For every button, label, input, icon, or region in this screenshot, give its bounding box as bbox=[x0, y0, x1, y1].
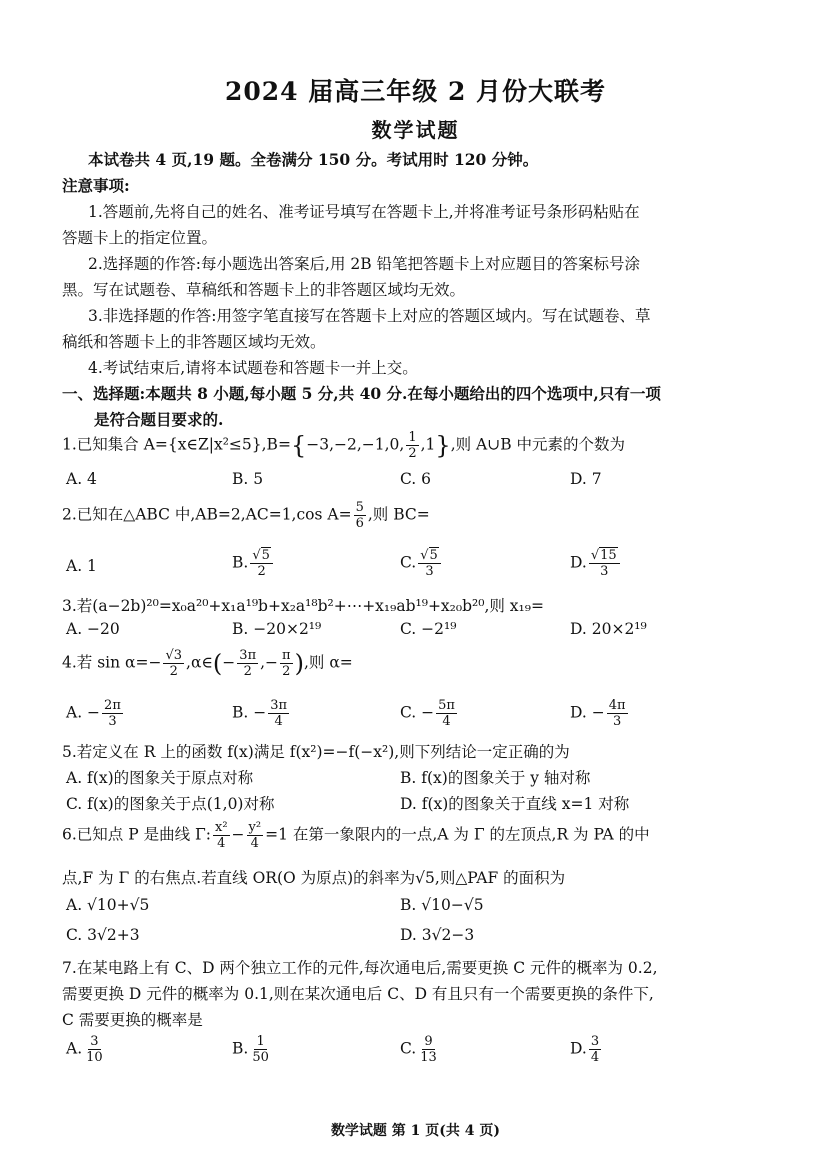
fraction-denominator: 4 bbox=[274, 714, 283, 729]
fraction-numerator: y² bbox=[248, 820, 262, 835]
option-fraction bbox=[589, 1034, 601, 1065]
question-7-stem-cont: 需要更换 D 元件的概率为 0.1,则在某次通电后 C、D 有且只有一个需要更换的条件下, bbox=[62, 985, 654, 1003]
q4-stem-part: ,α∈ bbox=[186, 653, 213, 672]
exam-subtitle: 数学试题 bbox=[371, 118, 460, 142]
note-line: 2.选择题的作答:每小题选出答案后,用 2B 铅笔把答题卡上对应题目的答案标号涂 bbox=[88, 255, 641, 273]
fraction-denominator: 3 bbox=[425, 564, 434, 579]
q1-set-items: −3,−2,−1,0, bbox=[306, 435, 405, 454]
q1-option-a: A. 4 bbox=[66, 470, 97, 488]
option-label: A. bbox=[66, 1039, 83, 1058]
option-label: B. bbox=[232, 1039, 249, 1058]
question-2-stem bbox=[62, 500, 430, 531]
option-label: D. − bbox=[570, 703, 605, 722]
section-heading: 一、选择题:本题共 8 小题,每小题 5 分,共 40 分.在每小题给出的四个选项中,只有一项 bbox=[62, 384, 661, 403]
option-label: D. bbox=[570, 553, 587, 572]
question-7-stem-end: C 需要更换的概率是 bbox=[62, 1011, 203, 1029]
question-3-stem: 3.若(a−2b)²⁰=x₀a²⁰+x₁a¹⁹b+x₂a¹⁸b²+⋯+x₁₉ab¹⁹+x₂₀b²⁰,则 x₁₉= bbox=[62, 597, 544, 615]
q5-option-b: B. f(x)的图象关于 y 轴对称 bbox=[400, 769, 591, 787]
fraction-denominator: 4 bbox=[250, 836, 259, 851]
question-4-stem: 4.若 sin α=− $\frac{√3}{2}$ ,α∈(− $\frac{3\pi}{2}$ ,− $\frac{\pi}{2}$ ),则 α= bbox=[62, 648, 353, 679]
q1-option-c: C. 6 bbox=[400, 470, 432, 488]
radical-sign bbox=[252, 548, 260, 563]
question-6-stem: 6.已知点 P 是曲线 Γ: $\frac{\text{x²}}{4}$ − $\frac{\text{y²}}{4}$ =1 在第一象限内的一点,A 为 Γ 的左顶点,R 为 PA 的中 bbox=[62, 820, 650, 851]
q4-stem-part: 4.若 sin α=− bbox=[62, 653, 162, 672]
fraction-numerator: 5π bbox=[438, 698, 455, 713]
q1-set-items-end: ,1 bbox=[420, 435, 436, 454]
radical-sign bbox=[591, 548, 599, 563]
q3-option-d: D. 20×2¹⁹ bbox=[570, 620, 647, 638]
option-label: C. − bbox=[400, 703, 435, 722]
q3-option-b: B. −20×2¹⁹ bbox=[232, 620, 322, 638]
radicand: 5 bbox=[429, 548, 438, 563]
section-heading-cont: 是符合题目要求的. bbox=[94, 410, 224, 429]
q2-option-c bbox=[400, 548, 443, 579]
q5-option-c: C. f(x)的图象关于点(1,0)对称 bbox=[66, 795, 275, 813]
option-fraction bbox=[102, 698, 123, 729]
fraction-denominator: 4 bbox=[590, 1050, 600, 1065]
option-fraction bbox=[268, 698, 289, 729]
note-line: 3.非选择题的作答:用签字笔直接写在答题卡上对应的答题区域内。写在试题卷、草 bbox=[88, 307, 651, 325]
paren-left: ( bbox=[212, 649, 223, 678]
brace-left: { bbox=[290, 431, 307, 460]
note-line: 稿纸和答题卡上的非答题区域均无效。 bbox=[62, 333, 326, 351]
fraction-denominator: 4 bbox=[442, 714, 451, 729]
exam-title: 2024 届高三年级 2 月份大联考 bbox=[224, 77, 607, 106]
q6-option-d: D. 3√2−3 bbox=[400, 926, 475, 944]
option-label: B. − bbox=[232, 703, 267, 722]
option-label: A. − bbox=[66, 703, 101, 722]
q2-option-d bbox=[570, 548, 622, 579]
fraction-numerator: 3 bbox=[90, 1034, 99, 1049]
option-fraction bbox=[589, 548, 620, 579]
fraction-denominator: 2 bbox=[257, 564, 266, 579]
q6-option-b: B. √10−√5 bbox=[400, 896, 484, 914]
fraction-denominator: 2 bbox=[169, 664, 178, 679]
option-fraction bbox=[418, 1034, 439, 1065]
fraction-numerator bbox=[589, 548, 620, 564]
q1-fraction bbox=[406, 430, 418, 461]
q2-option-b bbox=[232, 548, 275, 579]
question-7-stem: 7.在某电路上有 C、D 两个独立工作的元件,每次通电后,需要更换 C 元件的概率为 0.2, bbox=[62, 959, 658, 977]
fraction-denominator: 2 bbox=[408, 446, 417, 461]
option-label: D. bbox=[570, 1039, 587, 1058]
fraction-numerator: 3π bbox=[239, 648, 257, 663]
fraction-denominator: 13 bbox=[420, 1050, 437, 1065]
brace-right: } bbox=[435, 431, 451, 460]
fraction-denominator: 3 bbox=[108, 714, 117, 729]
note-line: 答题卡上的指定位置。 bbox=[62, 229, 218, 247]
q2-option-a: A. 1 bbox=[66, 557, 97, 575]
q6-stem-part: =1 在第一象限内的一点,A 为 Γ 的左顶点,R 为 PA 的中 bbox=[265, 825, 650, 844]
exam-summary: 本试卷共 4 页,19 题。全卷满分 150 分。考试用时 120 分钟。 bbox=[88, 150, 539, 169]
q2-stem-part: 2.已知在△ABC 中,AB=2,AC=1,cos A= bbox=[62, 505, 352, 524]
fraction-numerator: x² bbox=[214, 820, 228, 835]
q2-fraction bbox=[354, 500, 366, 531]
q1-stem-part: 1.已知集合 A={x∈Z|x²≤5},B= bbox=[62, 435, 291, 454]
question-6-stem-cont: 点,F 为 Γ 的右焦点.若直线 OR(O 为原点)的斜率为√5,则△PAF 的面积为 bbox=[62, 869, 566, 887]
fraction-numerator: 1 bbox=[408, 430, 417, 445]
fraction-denominator: 50 bbox=[252, 1050, 269, 1065]
radicand: 15 bbox=[600, 548, 617, 563]
fraction-numerator: 3π bbox=[270, 698, 288, 713]
fraction-numerator bbox=[250, 548, 273, 564]
note-line: 4.考试结束后,请将本试题卷和答题卡一并上交。 bbox=[88, 359, 418, 377]
q7-option-d bbox=[570, 1034, 603, 1065]
option-fraction bbox=[418, 548, 441, 579]
option-fraction bbox=[607, 698, 628, 729]
fraction-denominator: 2 bbox=[282, 664, 291, 679]
q6-option-a: A. √10+√5 bbox=[66, 896, 150, 914]
q4-option-d bbox=[570, 698, 630, 729]
q5-option-a: A. f(x)的图象关于原点对称 bbox=[66, 769, 254, 787]
q3-option-c: C. −2¹⁹ bbox=[400, 620, 457, 638]
fraction-numerator: 3 bbox=[590, 1034, 600, 1049]
q4-interval-end bbox=[280, 648, 293, 679]
q2-stem-end: ,则 BC= bbox=[367, 505, 430, 524]
option-label: B. bbox=[232, 553, 249, 572]
fraction-numerator: π bbox=[282, 648, 291, 663]
radical-sign bbox=[420, 548, 428, 563]
q6-stem-part: 6.已知点 P 是曲线 Γ: bbox=[62, 825, 211, 844]
q4-option-c bbox=[400, 698, 459, 729]
radicand: 5 bbox=[261, 548, 270, 563]
q4-option-a bbox=[66, 698, 125, 729]
q1-option-d: D. 7 bbox=[570, 470, 602, 488]
option-fraction bbox=[436, 698, 457, 729]
q4-fraction bbox=[163, 648, 184, 679]
option-label: C. bbox=[400, 1039, 417, 1058]
q3-option-a: A. −20 bbox=[66, 620, 120, 638]
fraction-denominator: 3 bbox=[612, 714, 622, 729]
option-label: C. bbox=[400, 553, 417, 572]
fraction-numerator: 4π bbox=[608, 698, 626, 713]
fraction-numerator: 2π bbox=[104, 698, 121, 713]
q4-interval-start bbox=[237, 648, 258, 679]
fraction-numerator: √3 bbox=[165, 648, 183, 663]
q4-stem-end: ,则 α= bbox=[303, 653, 353, 672]
question-5-stem: 5.若定义在 R 上的函数 f(x)满足 f(x²)=−f(−x²),则下列结论一定正确的为 bbox=[62, 743, 570, 761]
q1-option-b: B. 5 bbox=[232, 470, 264, 488]
fraction-denominator: 6 bbox=[355, 516, 364, 531]
fraction-denominator: 2 bbox=[243, 664, 252, 679]
q1-stem-end: ,则 A∪B 中元素的个数为 bbox=[450, 435, 626, 454]
q6-fraction-y bbox=[247, 820, 264, 851]
q7-option-b bbox=[232, 1034, 273, 1065]
q6-fraction-x bbox=[213, 820, 230, 851]
page-footer: 数学试题 第 1 页(共 4 页) bbox=[330, 1123, 501, 1139]
fraction-denominator: 3 bbox=[600, 564, 609, 579]
option-fraction bbox=[84, 1034, 105, 1065]
fraction-denominator: 10 bbox=[86, 1050, 103, 1065]
question-1-stem bbox=[62, 430, 625, 461]
q6-option-c: C. 3√2+3 bbox=[66, 926, 140, 944]
paren-right: ) bbox=[294, 649, 304, 678]
fraction-numerator bbox=[418, 548, 441, 564]
q7-option-a bbox=[66, 1034, 107, 1065]
q4-option-b bbox=[232, 698, 291, 729]
notice-heading: 注意事项: bbox=[62, 176, 130, 195]
fraction-numerator: 5 bbox=[355, 500, 364, 515]
note-line: 黑。写在试题卷、草稿纸和答题卡上的非答题区域均无效。 bbox=[62, 281, 466, 299]
note-line: 1.答题前,先将自己的姓名、准考证号填写在答题卡上,并将准考证号条形码粘贴在 bbox=[88, 203, 640, 221]
fraction-denominator: 4 bbox=[217, 836, 226, 851]
q5-option-d: D. f(x)的图象关于直线 x=1 对称 bbox=[400, 795, 630, 813]
option-fraction bbox=[250, 548, 273, 579]
fraction-numerator: 9 bbox=[424, 1034, 433, 1049]
fraction-numerator: 1 bbox=[256, 1034, 265, 1049]
q7-option-c bbox=[400, 1034, 441, 1065]
option-fraction bbox=[250, 1034, 271, 1065]
